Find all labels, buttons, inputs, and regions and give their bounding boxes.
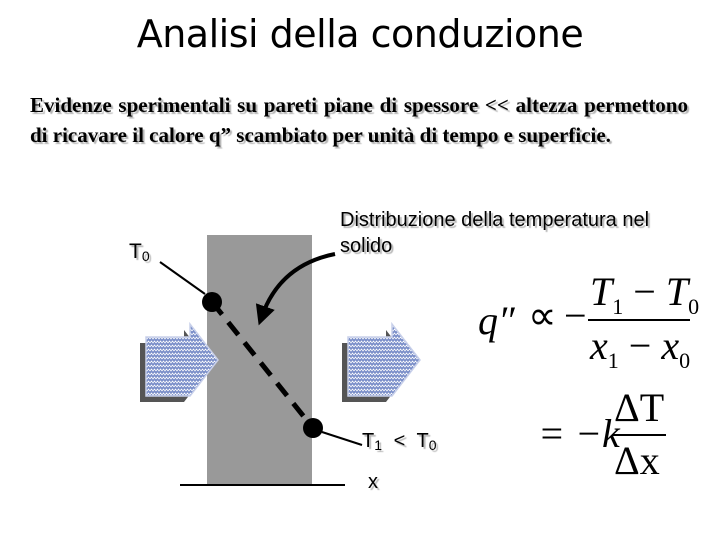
- t1-label-sub: 1: [374, 437, 383, 453]
- t1-label: [362, 430, 436, 453]
- slide-title: Analisi della conduzione: [136, 12, 584, 56]
- num-t0: T: [665, 269, 689, 314]
- den-x0-sub: 0: [679, 348, 691, 373]
- eq1-minus: −: [564, 293, 587, 338]
- t1-point: [303, 418, 323, 438]
- den-x0: x: [661, 323, 680, 368]
- t1-rhs-sub: 0: [428, 437, 437, 453]
- eq1-numerator: [590, 268, 699, 320]
- eq1-denominator: [590, 322, 690, 374]
- eq2-denominator: Δx: [614, 438, 660, 483]
- t0-label-sub: 0: [141, 248, 150, 264]
- heat-flow-arrow-left: [140, 324, 218, 402]
- eq1-proportional: ∝: [528, 293, 557, 338]
- solid-wall: [207, 235, 312, 485]
- num-t1: T: [590, 269, 613, 314]
- den-x1: x: [590, 323, 608, 368]
- t0-leader-line: [160, 262, 205, 294]
- t1-leader-line: [322, 432, 362, 445]
- num-t0-sub: 0: [688, 294, 700, 319]
- t0-label-main: T: [129, 240, 142, 263]
- x-axis-label: x: [368, 471, 378, 493]
- intro-paragraph: Evidenze sperimentali su pareti piane di spessore << altezza permettono di ricavare il calore q” scambiato per unità di tempo e superficie.: [30, 93, 688, 147]
- num-t1-sub: 1: [612, 294, 624, 319]
- t1-relation: <: [393, 430, 406, 452]
- heat-flow-arrow-right: [342, 324, 420, 402]
- t0-point: [202, 292, 222, 312]
- distribution-label: Distribuzione della temperatura nel solido: [340, 209, 650, 257]
- num-minus: −: [633, 269, 656, 314]
- t0-label: [129, 240, 150, 264]
- eq1-q: q″: [478, 298, 515, 343]
- t1-rhs: T: [416, 430, 429, 452]
- den-x1-sub: 1: [607, 348, 619, 373]
- t1-label-main: T: [362, 430, 375, 452]
- eq2-numerator: ΔT: [614, 385, 665, 430]
- den-minus: −: [628, 323, 652, 368]
- eq2-lhs: = −k: [538, 411, 620, 456]
